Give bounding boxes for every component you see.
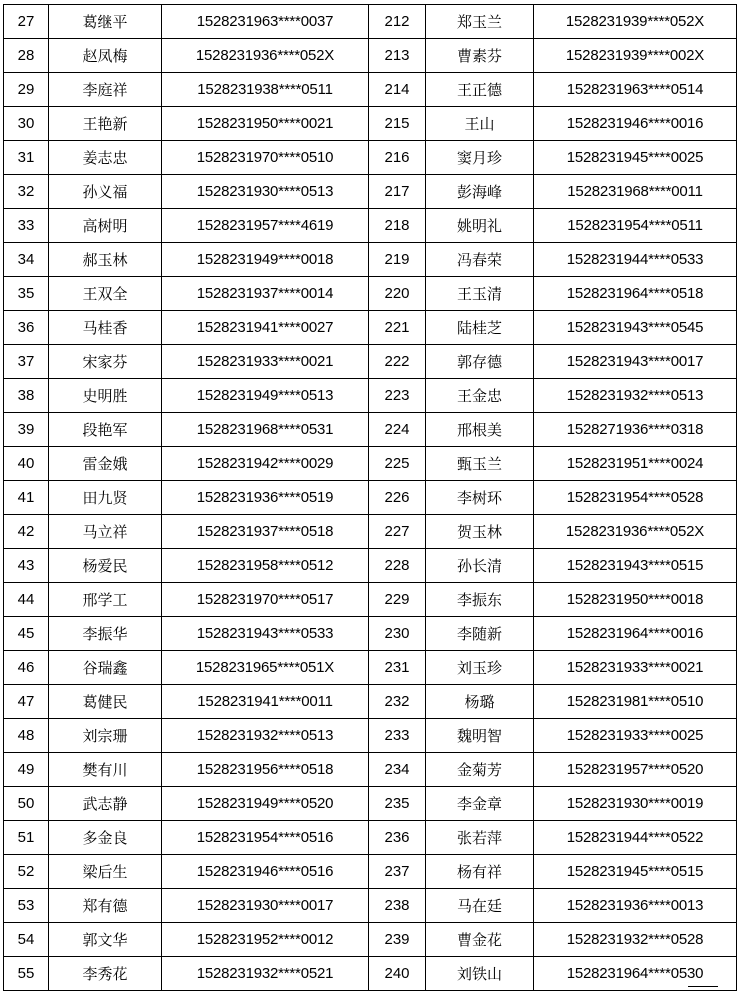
cell-number-right: 213 — [369, 39, 426, 73]
table-row — [4, 175, 737, 209]
cell-number-right: 232 — [369, 685, 426, 719]
cell-number-left: 37 — [4, 345, 49, 379]
table-row — [4, 821, 737, 855]
cell-id-right: 1528231945****0025 — [534, 141, 737, 175]
cell-number-right: 239 — [369, 923, 426, 957]
table-row — [4, 719, 737, 753]
table-row — [4, 39, 737, 73]
cell-id-right: 1528231939****002X — [534, 39, 737, 73]
cell-id-right: 1528231946****0016 — [534, 107, 737, 141]
table-row — [4, 209, 737, 243]
cell-id-left: 1528231932****0521 — [162, 957, 369, 991]
table-row — [4, 447, 737, 481]
cell-number-right: 215 — [369, 107, 426, 141]
cell-name-right: 郭存德 — [426, 345, 534, 379]
cell-name-left: 王艳新 — [49, 107, 162, 141]
cell-number-left: 43 — [4, 549, 49, 583]
cell-number-left: 51 — [4, 821, 49, 855]
cell-number-right: 230 — [369, 617, 426, 651]
cell-id-left: 1528231938****0511 — [162, 73, 369, 107]
cell-number-left: 39 — [4, 413, 49, 447]
cell-id-left: 1528231930****0513 — [162, 175, 369, 209]
cell-number-left: 42 — [4, 515, 49, 549]
table-row — [4, 685, 737, 719]
cell-number-left: 33 — [4, 209, 49, 243]
cell-number-left: 47 — [4, 685, 49, 719]
cell-number-left: 38 — [4, 379, 49, 413]
cell-number-left: 55 — [4, 957, 49, 991]
cell-number-left: 29 — [4, 73, 49, 107]
cell-number-left: 48 — [4, 719, 49, 753]
cell-id-left: 1528231949****0520 — [162, 787, 369, 821]
cell-name-right: 甄玉兰 — [426, 447, 534, 481]
cell-id-right: 1528231957****0520 — [534, 753, 737, 787]
cell-id-left: 1528231963****0037 — [162, 5, 369, 39]
cell-number-left: 32 — [4, 175, 49, 209]
cell-name-right: 郑玉兰 — [426, 5, 534, 39]
cell-name-right: 刘铁山 — [426, 957, 534, 991]
cell-name-right: 窦月珍 — [426, 141, 534, 175]
cell-name-left: 谷瑞鑫 — [49, 651, 162, 685]
cell-name-left: 邢学工 — [49, 583, 162, 617]
cell-id-left: 1528231946****0516 — [162, 855, 369, 889]
cell-number-right: 221 — [369, 311, 426, 345]
cell-id-left: 1528231949****0018 — [162, 243, 369, 277]
cell-number-left: 40 — [4, 447, 49, 481]
cell-name-left: 葛健民 — [49, 685, 162, 719]
cell-id-right: 1528231943****0017 — [534, 345, 737, 379]
cell-number-left: 54 — [4, 923, 49, 957]
cell-id-left: 1528231956****0518 — [162, 753, 369, 787]
table-row — [4, 957, 737, 991]
cell-number-left: 31 — [4, 141, 49, 175]
cell-number-left: 45 — [4, 617, 49, 651]
table-row — [4, 5, 737, 39]
roster-table-body — [4, 5, 737, 991]
cell-number-right: 220 — [369, 277, 426, 311]
cell-id-right: 1528231932****0513 — [534, 379, 737, 413]
cell-name-right: 姚明礼 — [426, 209, 534, 243]
cell-number-left: 30 — [4, 107, 49, 141]
cell-number-right: 235 — [369, 787, 426, 821]
cell-number-left: 41 — [4, 481, 49, 515]
cell-number-right: 238 — [369, 889, 426, 923]
cell-name-right: 陆桂芝 — [426, 311, 534, 345]
cell-id-right: 1528231963****0514 — [534, 73, 737, 107]
cell-id-right: 1528231964****0530 — [534, 957, 737, 991]
table-row — [4, 243, 737, 277]
cell-number-right: 225 — [369, 447, 426, 481]
cell-id-left: 1528231933****0021 — [162, 345, 369, 379]
cell-name-right: 马在廷 — [426, 889, 534, 923]
cell-name-left: 田九贤 — [49, 481, 162, 515]
cell-id-left: 1528231936****0519 — [162, 481, 369, 515]
cell-number-right: 212 — [369, 5, 426, 39]
table-row — [4, 923, 737, 957]
cell-id-left: 1528231937****0014 — [162, 277, 369, 311]
table-row — [4, 753, 737, 787]
cell-number-right: 219 — [369, 243, 426, 277]
cell-name-left: 郑有德 — [49, 889, 162, 923]
cell-name-left: 宋家芬 — [49, 345, 162, 379]
table-row — [4, 277, 737, 311]
roster-sheet — [3, 4, 736, 981]
cell-id-right: 1528231943****0545 — [534, 311, 737, 345]
cell-id-right: 1528231964****0016 — [534, 617, 737, 651]
cell-name-right: 金菊芳 — [426, 753, 534, 787]
cell-name-right: 彭海峰 — [426, 175, 534, 209]
cell-name-left: 樊有川 — [49, 753, 162, 787]
cell-number-right: 214 — [369, 73, 426, 107]
cell-id-left: 1528231970****0517 — [162, 583, 369, 617]
cell-name-left: 李秀花 — [49, 957, 162, 991]
cell-number-left: 35 — [4, 277, 49, 311]
table-row — [4, 617, 737, 651]
table-row — [4, 583, 737, 617]
table-row — [4, 379, 737, 413]
cell-name-left: 武志静 — [49, 787, 162, 821]
cell-number-left: 44 — [4, 583, 49, 617]
cell-id-right: 1528231939****052X — [534, 5, 737, 39]
cell-name-left: 杨爱民 — [49, 549, 162, 583]
cell-name-left: 马桂香 — [49, 311, 162, 345]
cell-number-right: 233 — [369, 719, 426, 753]
cell-number-left: 27 — [4, 5, 49, 39]
cell-id-right: 1528231964****0518 — [534, 277, 737, 311]
cell-name-left: 雷金娥 — [49, 447, 162, 481]
roster-table — [3, 4, 737, 991]
cell-name-right: 王玉清 — [426, 277, 534, 311]
table-row — [4, 107, 737, 141]
cell-number-right: 236 — [369, 821, 426, 855]
cell-id-right: 1528231932****0528 — [534, 923, 737, 957]
cell-name-left: 赵凤梅 — [49, 39, 162, 73]
table-row — [4, 413, 737, 447]
cell-name-right: 李树环 — [426, 481, 534, 515]
table-row — [4, 549, 737, 583]
cell-name-left: 李庭祥 — [49, 73, 162, 107]
cell-number-right: 224 — [369, 413, 426, 447]
cell-id-left: 1528231932****0513 — [162, 719, 369, 753]
cell-id-left: 1528231957****4619 — [162, 209, 369, 243]
cell-id-left: 1528231936****052X — [162, 39, 369, 73]
cell-number-right: 231 — [369, 651, 426, 685]
cell-name-right: 魏明智 — [426, 719, 534, 753]
cell-id-left: 1528231950****0021 — [162, 107, 369, 141]
cell-id-left: 1528231943****0533 — [162, 617, 369, 651]
table-row — [4, 855, 737, 889]
cell-id-left: 1528231942****0029 — [162, 447, 369, 481]
cell-name-left: 马立祥 — [49, 515, 162, 549]
cell-name-right: 张若萍 — [426, 821, 534, 855]
cell-number-right: 240 — [369, 957, 426, 991]
table-row — [4, 787, 737, 821]
cell-id-right: 1528231936****052X — [534, 515, 737, 549]
table-row — [4, 141, 737, 175]
cell-number-left: 50 — [4, 787, 49, 821]
cell-name-left: 段艳军 — [49, 413, 162, 447]
cell-name-left: 姜志忠 — [49, 141, 162, 175]
cell-name-right: 孙长清 — [426, 549, 534, 583]
cell-name-right: 王山 — [426, 107, 534, 141]
cell-id-left: 1528231949****0513 — [162, 379, 369, 413]
cell-name-right: 王金忠 — [426, 379, 534, 413]
cell-name-right: 李随新 — [426, 617, 534, 651]
cell-id-right: 1528231951****0024 — [534, 447, 737, 481]
cell-name-right: 李金章 — [426, 787, 534, 821]
cell-id-left: 1528231968****0531 — [162, 413, 369, 447]
cell-name-right: 贺玉林 — [426, 515, 534, 549]
cell-number-right: 237 — [369, 855, 426, 889]
cell-number-left: 52 — [4, 855, 49, 889]
cell-id-right: 1528231943****0515 — [534, 549, 737, 583]
cell-name-right: 王正德 — [426, 73, 534, 107]
cell-id-right: 1528231944****0522 — [534, 821, 737, 855]
cell-name-left: 多金良 — [49, 821, 162, 855]
cell-name-left: 史明胜 — [49, 379, 162, 413]
cell-id-left: 1528231958****0512 — [162, 549, 369, 583]
cell-name-right: 邢根美 — [426, 413, 534, 447]
cell-number-right: 222 — [369, 345, 426, 379]
cell-id-left: 1528231965****051X — [162, 651, 369, 685]
cell-id-right: 1528231954****0528 — [534, 481, 737, 515]
cell-id-right: 1528231933****0025 — [534, 719, 737, 753]
cell-id-right: 1528231968****0011 — [534, 175, 737, 209]
cell-id-right: 1528231944****0533 — [534, 243, 737, 277]
cell-number-right: 226 — [369, 481, 426, 515]
cell-number-right: 228 — [369, 549, 426, 583]
cell-name-left: 王双全 — [49, 277, 162, 311]
cell-number-left: 34 — [4, 243, 49, 277]
cell-name-left: 郭文华 — [49, 923, 162, 957]
cell-name-left: 刘宗珊 — [49, 719, 162, 753]
cell-id-left: 1528231970****0510 — [162, 141, 369, 175]
cell-id-right: 1528231933****0021 — [534, 651, 737, 685]
cell-id-left: 1528231941****0011 — [162, 685, 369, 719]
cell-name-left: 李振华 — [49, 617, 162, 651]
cell-id-left: 1528231941****0027 — [162, 311, 369, 345]
cell-number-right: 227 — [369, 515, 426, 549]
page-edge-mark — [688, 986, 718, 987]
table-row — [4, 481, 737, 515]
cell-name-left: 郝玉林 — [49, 243, 162, 277]
cell-name-right: 杨有祥 — [426, 855, 534, 889]
cell-number-right: 217 — [369, 175, 426, 209]
table-row — [4, 651, 737, 685]
cell-number-left: 46 — [4, 651, 49, 685]
cell-name-right: 李振东 — [426, 583, 534, 617]
cell-number-left: 36 — [4, 311, 49, 345]
cell-id-right: 1528231950****0018 — [534, 583, 737, 617]
cell-id-left: 1528231937****0518 — [162, 515, 369, 549]
cell-number-left: 28 — [4, 39, 49, 73]
cell-id-right: 1528231930****0019 — [534, 787, 737, 821]
cell-number-right: 234 — [369, 753, 426, 787]
table-row — [4, 889, 737, 923]
cell-name-right: 冯春荣 — [426, 243, 534, 277]
cell-name-left: 葛继平 — [49, 5, 162, 39]
cell-id-left: 1528231954****0516 — [162, 821, 369, 855]
cell-number-right: 216 — [369, 141, 426, 175]
table-row — [4, 345, 737, 379]
cell-name-left: 梁后生 — [49, 855, 162, 889]
cell-number-left: 49 — [4, 753, 49, 787]
table-row — [4, 311, 737, 345]
cell-name-right: 曹素芬 — [426, 39, 534, 73]
cell-number-left: 53 — [4, 889, 49, 923]
cell-id-left: 1528231952****0012 — [162, 923, 369, 957]
cell-id-right: 1528231945****0515 — [534, 855, 737, 889]
cell-id-right: 1528231954****0511 — [534, 209, 737, 243]
cell-name-left: 高树明 — [49, 209, 162, 243]
cell-name-left: 孙义福 — [49, 175, 162, 209]
cell-name-right: 杨璐 — [426, 685, 534, 719]
cell-name-right: 刘玉珍 — [426, 651, 534, 685]
table-row — [4, 73, 737, 107]
cell-id-right: 1528231981****0510 — [534, 685, 737, 719]
cell-name-right: 曹金花 — [426, 923, 534, 957]
cell-id-right: 1528271936****0318 — [534, 413, 737, 447]
cell-number-right: 223 — [369, 379, 426, 413]
cell-id-right: 1528231936****0013 — [534, 889, 737, 923]
cell-number-right: 229 — [369, 583, 426, 617]
table-row — [4, 515, 737, 549]
cell-id-left: 1528231930****0017 — [162, 889, 369, 923]
cell-number-right: 218 — [369, 209, 426, 243]
